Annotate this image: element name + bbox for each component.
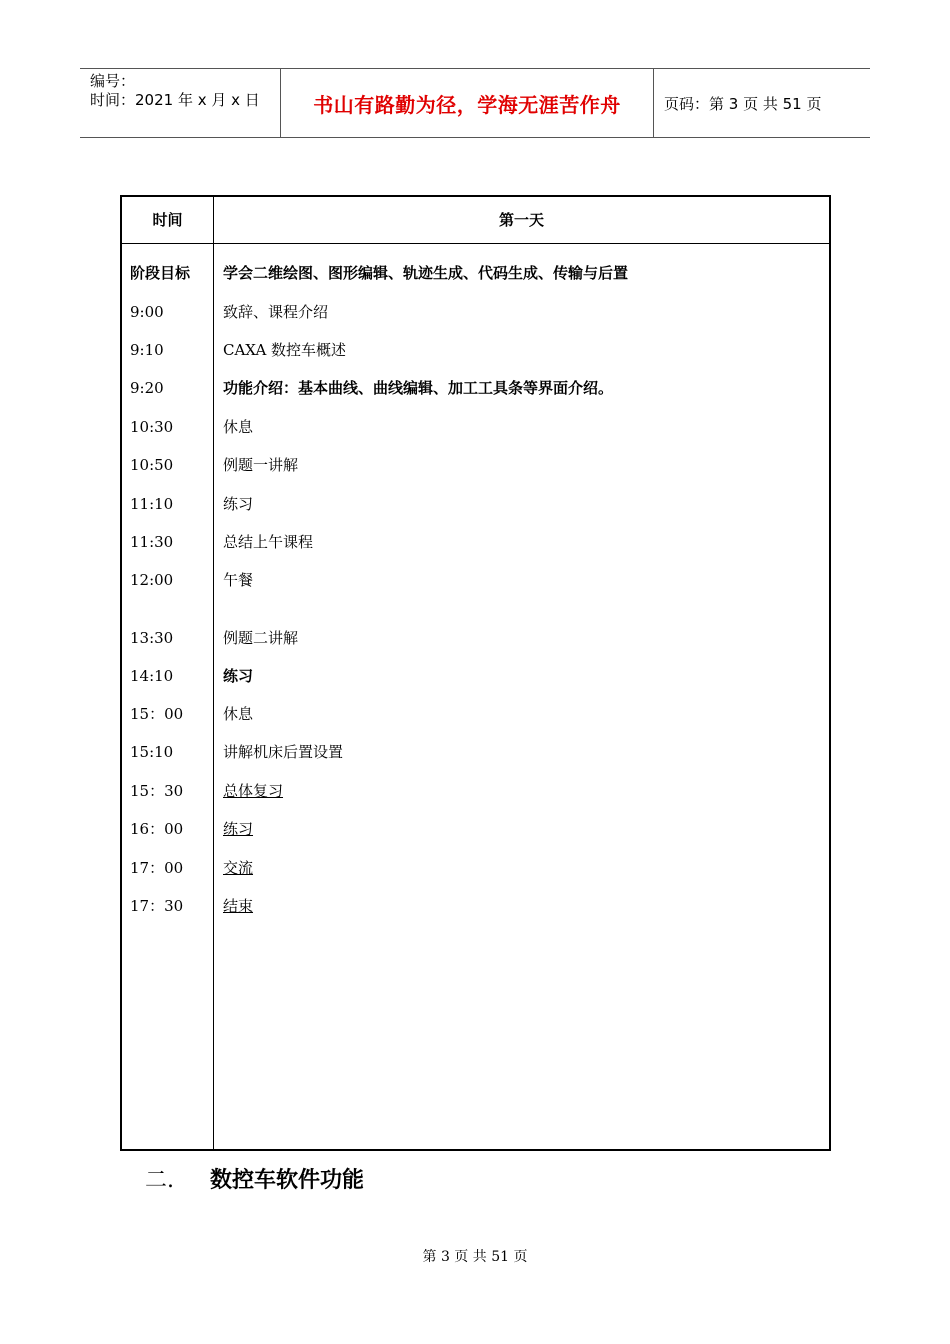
row-time: 阶段目标 (130, 264, 191, 282)
row-time: 17：00 (130, 859, 184, 877)
row-activity: 例题二讲解 (223, 629, 299, 647)
header-meta (80, 69, 281, 137)
row-activity: 总体复习 (223, 782, 284, 800)
row-time: 13:30 (130, 629, 174, 647)
row-activity: 讲解机床后置设置 (223, 743, 344, 761)
table-row (122, 491, 829, 517)
row-activity: 练习 (223, 820, 254, 838)
row-time: 16：00 (130, 820, 184, 838)
table-row (122, 701, 829, 727)
section-title: 数控车软件功能 (210, 1168, 365, 1193)
section-heading (145, 1163, 364, 1194)
row-time: 15：30 (130, 782, 184, 800)
table-row (122, 855, 829, 881)
row-activity: 学会二维绘图、图形编辑、轨迹生成、代码生成、传输与后置 (223, 264, 629, 282)
row-time: 11:10 (130, 495, 174, 513)
row-activity: 休息 (223, 705, 254, 723)
section-number: 二. (145, 1168, 174, 1193)
table-row (122, 529, 829, 555)
motto: 书山有路勤为径，学海无涯苦作舟 (281, 69, 654, 137)
row-activity: 练习 (223, 495, 254, 513)
row-time: 12:00 (130, 571, 174, 589)
column-header-time: 时间 (152, 211, 183, 229)
page-header (80, 68, 870, 138)
row-activity: CAXA 数控车概述 (223, 341, 347, 359)
row-time: 9:20 (130, 379, 164, 397)
table-row (122, 663, 829, 689)
row-time: 10:50 (130, 456, 174, 474)
table-row (122, 739, 829, 765)
row-activity: 交流 (223, 859, 254, 877)
row-time: 17：30 (130, 897, 184, 915)
table-row (122, 778, 829, 804)
table-row (122, 452, 829, 478)
table-row (122, 816, 829, 842)
row-activity: 功能介绍：基本曲线、曲线编辑、加工工具条等界面介绍。 (223, 379, 614, 397)
table-row (122, 625, 829, 651)
row-time: 9:10 (130, 341, 164, 359)
row-activity: 致辞、课程介绍 (223, 303, 329, 321)
table-row (122, 414, 829, 440)
date-line: 时间：2021 年 x 月 x 日 (90, 91, 260, 109)
table-row (122, 260, 829, 286)
page-footer: 第 3 页 共 51 页 (422, 1249, 528, 1265)
code-label: 编号： (90, 72, 136, 90)
row-activity: 练习 (223, 667, 254, 685)
row-time: 11:30 (130, 533, 174, 551)
row-time: 10:30 (130, 418, 174, 436)
table-row (122, 375, 829, 401)
table-row (122, 299, 829, 325)
header-divider (122, 243, 829, 244)
row-time: 15:10 (130, 743, 174, 761)
row-activity: 结束 (223, 897, 254, 915)
row-time: 15：00 (130, 705, 184, 723)
row-time: 14:10 (130, 667, 174, 685)
row-activity: 休息 (223, 418, 254, 436)
row-time: 9:00 (130, 303, 164, 321)
column-header-day: 第一天 (498, 211, 544, 229)
row-activity: 午餐 (223, 571, 254, 589)
table-row (122, 567, 829, 593)
table-row (122, 893, 829, 919)
row-activity: 总结上午课程 (223, 533, 314, 551)
row-activity: 例题一讲解 (223, 456, 299, 474)
schedule-table (120, 195, 831, 1151)
table-row (122, 337, 829, 363)
header-page-info: 页码：第 3 页 共 51 页 (664, 94, 822, 113)
